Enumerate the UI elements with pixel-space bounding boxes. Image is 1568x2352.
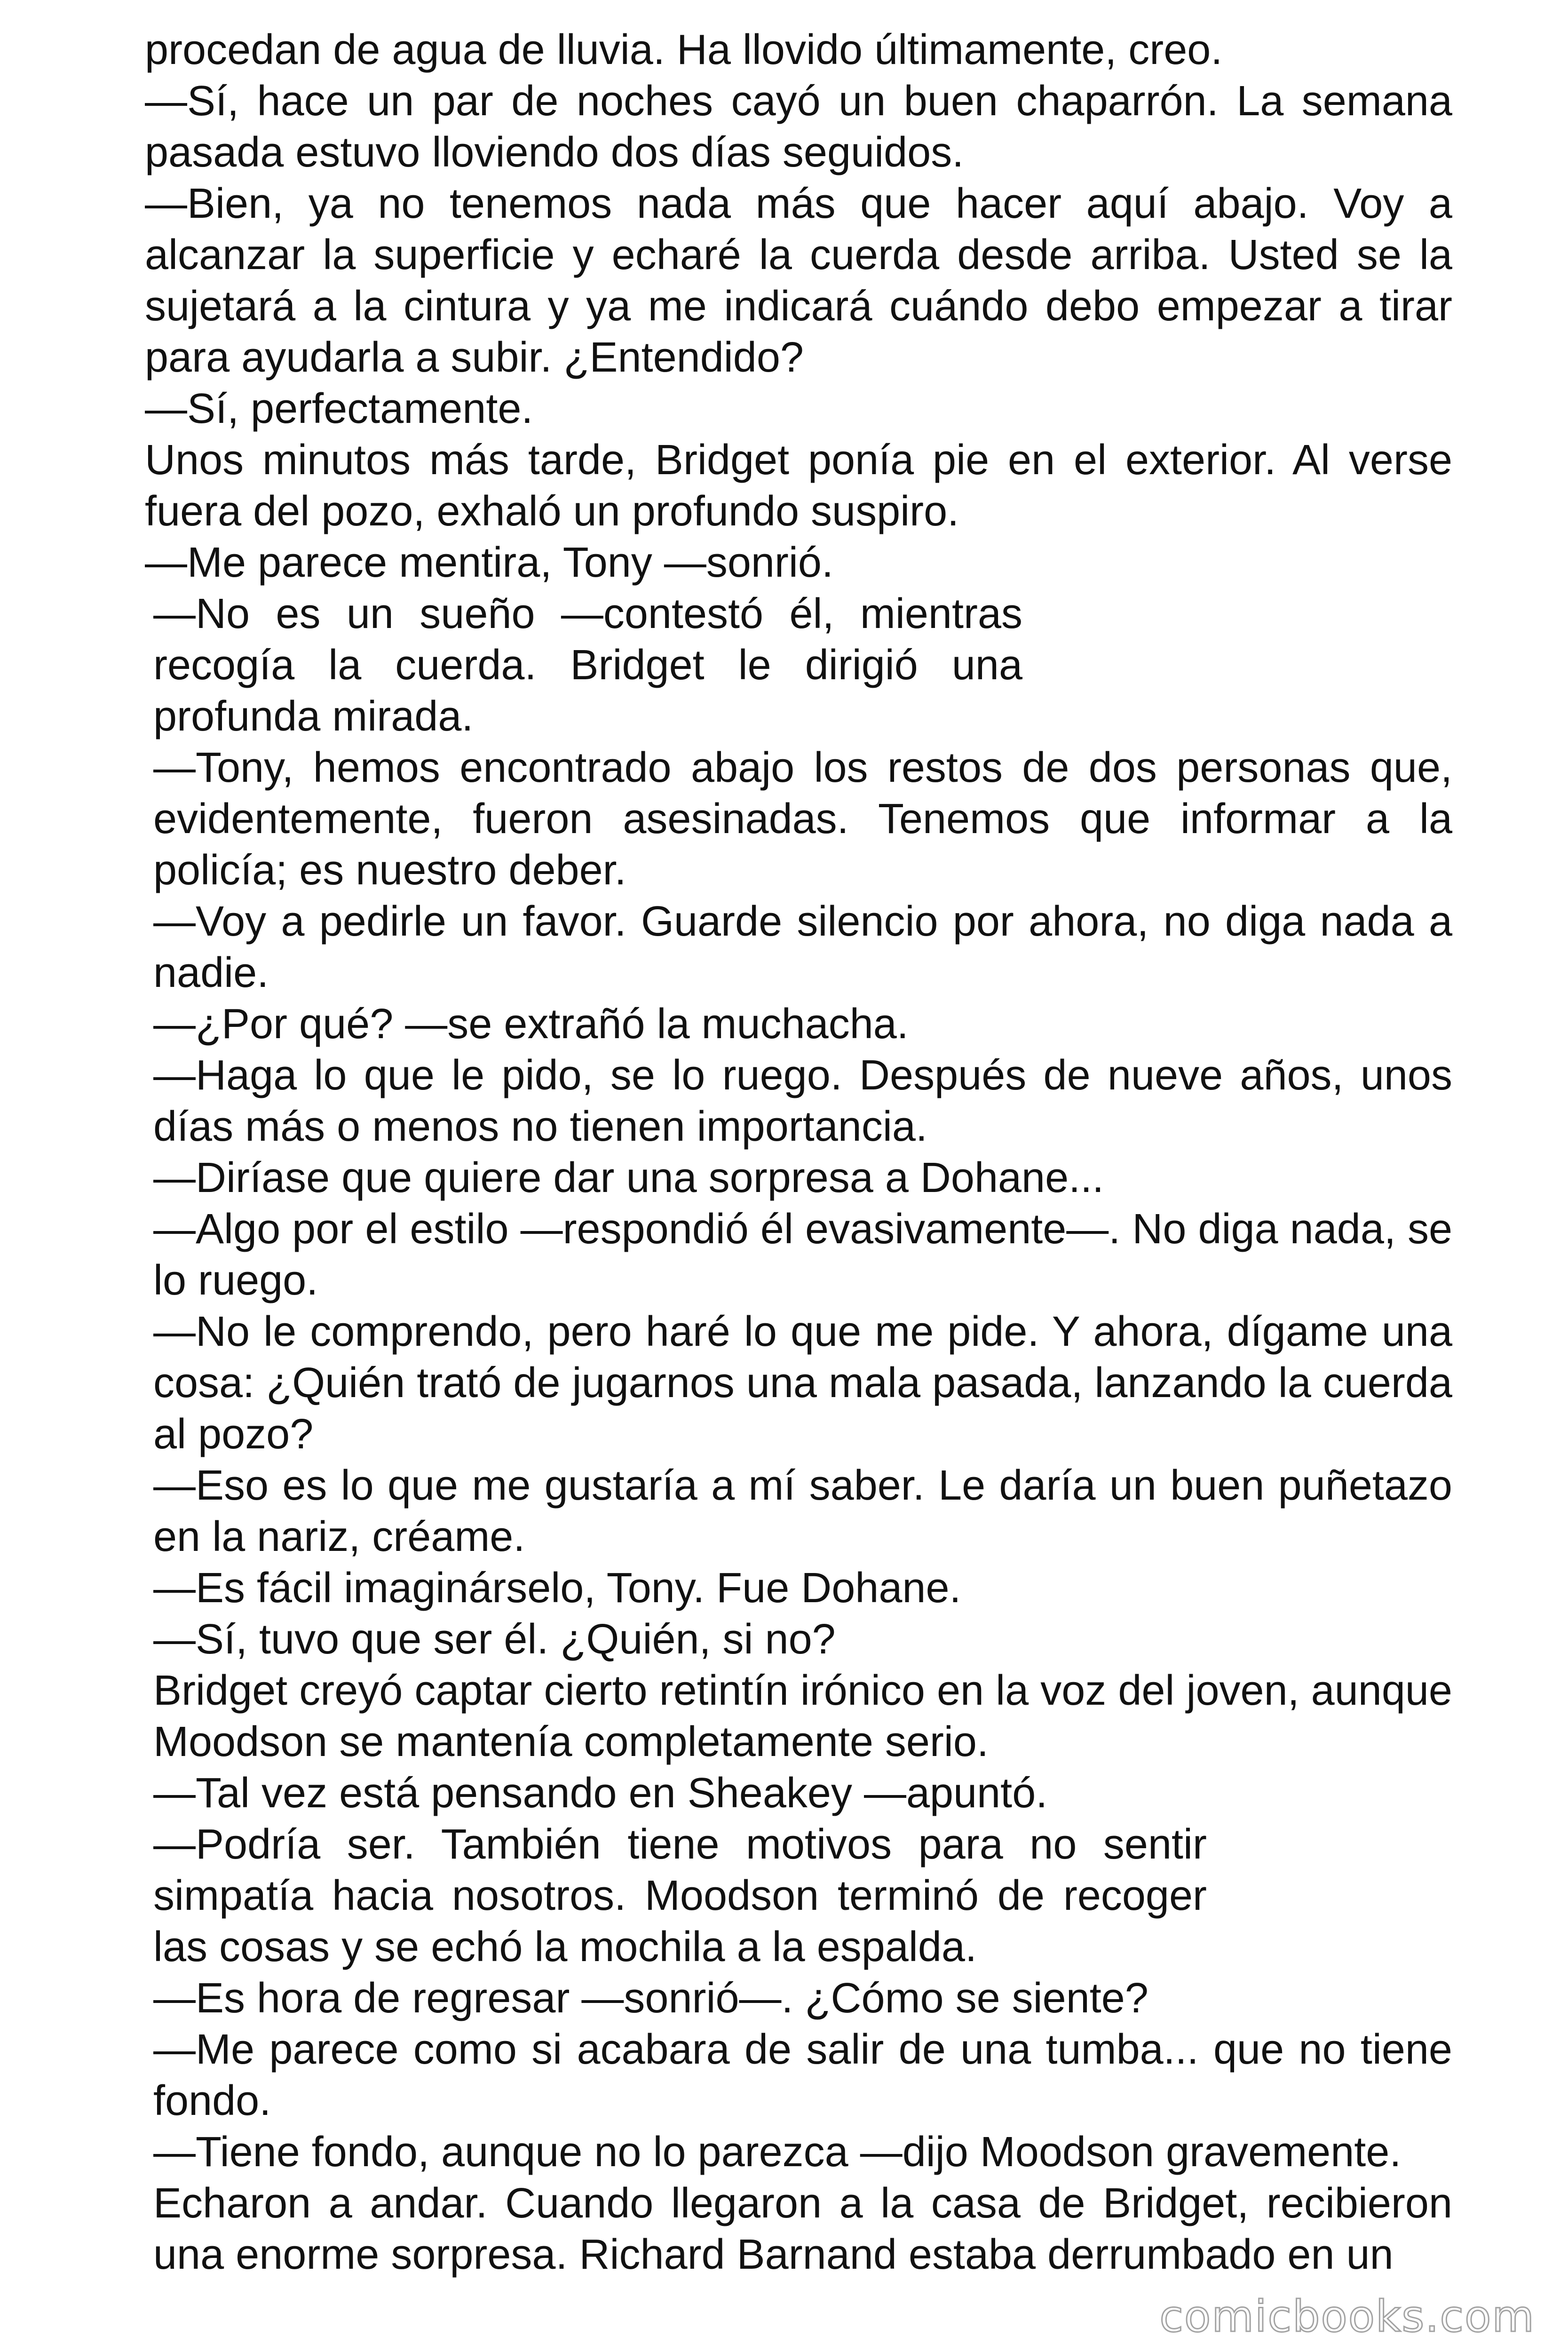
paragraph: Echaron a andar. Cuando llegaron a la casa de Bridget, recibieron una enorme sorpresa. Richard Barnand estaba derrumbado en un xyxy=(153,2180,1452,2278)
paragraph: Bridget creyó captar cierto retintín irónico en la voz del joven, aunque Moodson se mantenía completamente serio. xyxy=(153,1667,1452,1765)
paragraph: —Tal vez está pensando en Sheakey —apuntó. xyxy=(153,1770,1048,1817)
paragraph: —Me parece como si acabara de salir de una tumba... que no tiene fondo. xyxy=(153,2026,1452,2124)
paragraph: —Me parece mentira, Tony —sonrió. xyxy=(145,539,833,586)
watermark: comicbooks.com xyxy=(1159,2291,1535,2342)
paragraph: —Bien, ya no tenemos nada más que hacer aquí abajo. Voy a alcanzar la superficie y echaré la cuerda desde arriba. Usted se la sujetará a la cintura y ya me indicará cuándo debo empezar a tirar para ayudarla a subir. ¿Entendido? xyxy=(145,180,1452,381)
paragraph: procedan de agua de lluvia. Ha llovido últimamente, creo. xyxy=(145,26,1223,73)
paragraph: —No es un sueño —contestó él, mientras recogía la cuerda. Bridget le dirigió una profunda mirada. xyxy=(153,590,1022,740)
paragraph: —Sí, tuvo que ser él. ¿Quién, si no? xyxy=(153,1616,836,1663)
paragraph: —Haga lo que le pido, se lo ruego. Después de nueve años, unos días más o menos no tienen importancia. xyxy=(153,1052,1452,1150)
paragraph: —¿Por qué? —se extrañó la muchacha. xyxy=(153,1001,909,1048)
paragraph: —No le comprendo, pero haré lo que me pide. Y ahora, dígame una cosa: ¿Quién trató de jugarnos una mala pasada, lanzando la cuerda al pozo? xyxy=(153,1308,1452,1458)
paragraph: —Algo por el estilo —respondió él evasivamente—. No diga nada, se lo ruego. xyxy=(153,1206,1452,1304)
paragraph: —Tony, hemos encontrado abajo los restos de dos personas que, evidentemente, fueron asesinadas. Tenemos que informar a la policía; es nuestro deber. xyxy=(153,744,1452,894)
paragraph: —Voy a pedirle un favor. Guarde silencio por ahora, no diga nada a nadie. xyxy=(153,898,1452,996)
paragraph: —Es fácil imaginárselo, Tony. Fue Dohane. xyxy=(153,1565,961,1612)
paragraph: —Tiene fondo, aunque no lo parezca —dijo Moodson gravemente. xyxy=(153,2129,1402,2176)
paragraph: —Es hora de regresar —sonrió—. ¿Cómo se siente? xyxy=(153,1975,1148,2022)
paragraph: —Sí, hace un par de noches cayó un buen chaparrón. La semana pasada estuvo lloviendo dos días seguidos. xyxy=(145,78,1452,176)
paragraph: —Podría ser. También tiene motivos para no sentir simpatía hacia nosotros. Moodson terminó de recoger las cosas y se echó la mochila a la espalda. xyxy=(153,1821,1207,1971)
paragraph: —Sí, perfectamente. xyxy=(145,385,533,432)
paragraph: —Diríase que quiere dar una sorpresa a Dohane... xyxy=(153,1154,1104,1201)
paragraph: —Eso es lo que me gustaría a mí saber. Le daría un buen puñetazo en la nariz, créame. xyxy=(153,1462,1452,1560)
paragraph: Unos minutos más tarde, Bridget ponía pie en el exterior. Al verse fuera del pozo, exhaló un profundo suspiro. xyxy=(145,437,1452,535)
